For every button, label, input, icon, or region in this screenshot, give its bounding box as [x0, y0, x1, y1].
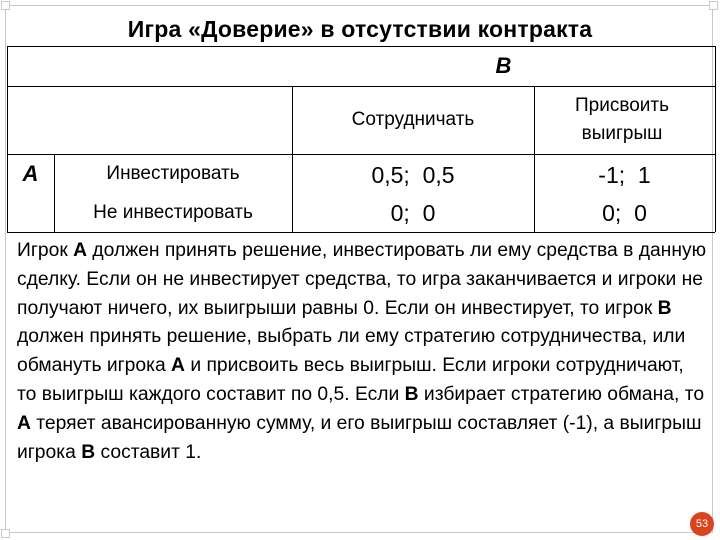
- frame-corner-top-right: [709, 1, 718, 10]
- payoff-cell-invest-cooperate: 0,5; 0,5: [371, 162, 455, 188]
- text-segment: составит 1.: [95, 441, 202, 463]
- text-segment: теряет авансированную сумму, и его выигрыш составляет (-1), а выигрыш игрока: [17, 412, 702, 463]
- player-ref: B: [81, 441, 96, 463]
- payoff-cell-invest-appropriate: -1; 1: [598, 162, 651, 188]
- slide-title: Игра «Доверие» в отсутствии контракта: [127, 16, 593, 42]
- column-header-cooperate: Сотрудничать: [351, 109, 475, 130]
- player-a-label: A: [22, 161, 39, 186]
- row-label-not-invest: Не инвестировать: [93, 201, 253, 223]
- table-line-right: [715, 46, 716, 232]
- player-ref: A: [73, 240, 88, 261]
- text-segment: Игрок: [17, 240, 74, 261]
- frame-corner-bottom-left: [1, 529, 10, 538]
- payoff-table: [7, 46, 715, 232]
- text-segment: должен принять решение, выбрать ли ему стратегию сотрудничества, или обмануть игрока: [17, 326, 686, 377]
- column-header-appropriate: Присвоить выигрыш: [575, 95, 669, 144]
- text-segment: и присвоить весь выигрыш. Если игроки сотрудничают, то выигрыш каждого составит по 0,5. Если: [17, 355, 684, 405]
- page-number-badge: 53: [690, 512, 714, 536]
- description-paragraph: [17, 237, 707, 467]
- row-label-invest: Инвестировать: [106, 162, 240, 184]
- player-ref: A: [17, 412, 31, 434]
- payoff-cell-notinvest-cooperate: 0; 0: [390, 200, 436, 226]
- player-ref: A: [171, 355, 185, 377]
- player-b-label: B: [495, 53, 512, 78]
- payoff-cell-notinvest-appropriate: 0; 0: [602, 200, 647, 226]
- table-line-bottom: [7, 232, 715, 233]
- frame-corner-top-left: [1, 1, 10, 10]
- text-segment: избирает стратегию обмана, то: [418, 383, 705, 405]
- player-ref: B: [657, 297, 672, 319]
- player-ref: B: [404, 383, 419, 405]
- table-line-left: [7, 46, 8, 232]
- text-segment: должен принять решение, инвестировать ли ему средства в данную сделку. Если он не инвестирует средства, то игра заканчивается и игроки не получают ничего, их выигрыши равны 0. Если он инвестирует, то игрок: [17, 240, 707, 319]
